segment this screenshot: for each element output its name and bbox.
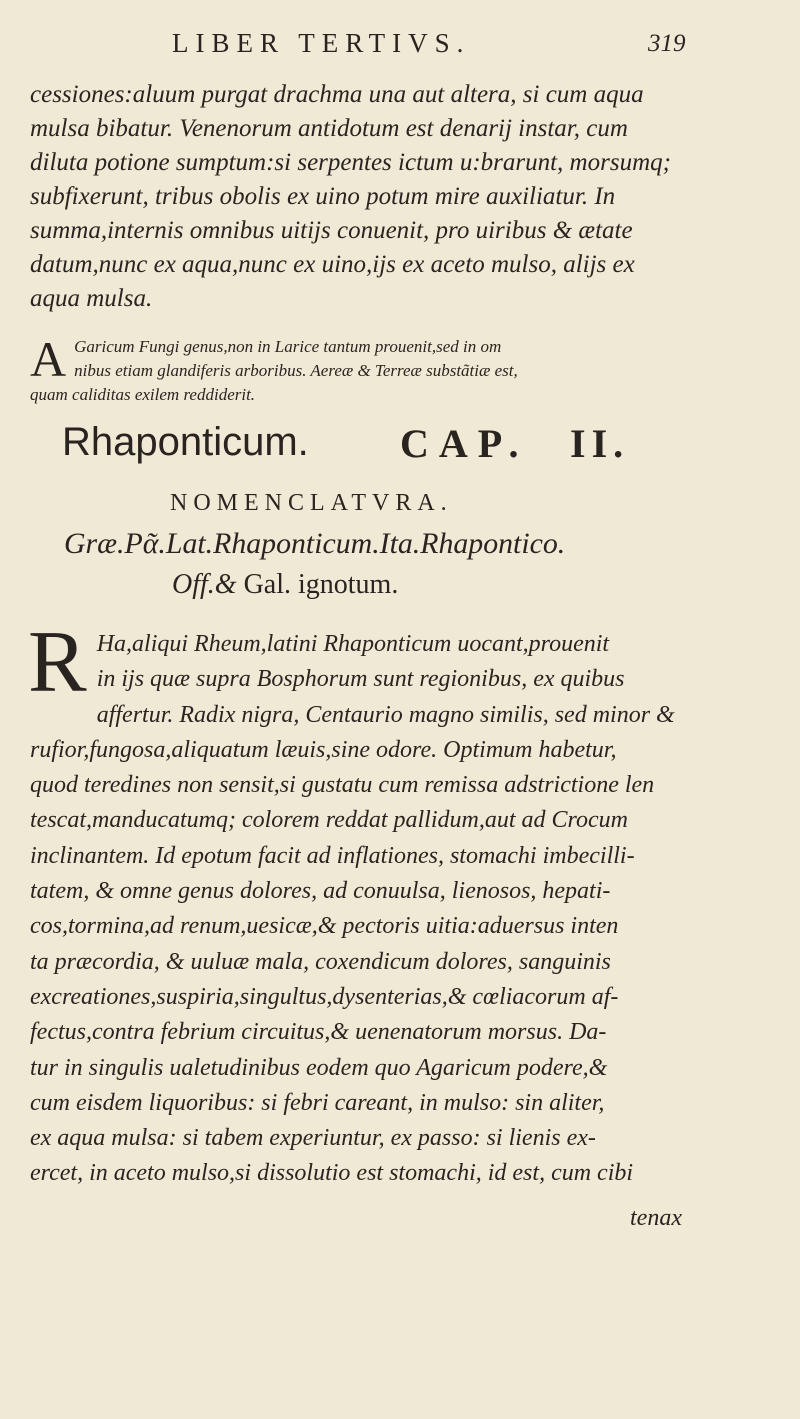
chapter-heading — [62, 420, 762, 465]
text-line: ta præcordia, & uuluæ mala, coxendicum dolores, sanguinis — [30, 948, 611, 975]
page-header — [0, 24, 800, 64]
paragraph-agaricum-nature — [30, 331, 785, 407]
text-line: aqua mulsa. — [30, 285, 153, 312]
text-line: ercet, in aceto mulso,si dissolutio est stomachi, id est, cum cibi — [30, 1160, 634, 1187]
chapter-title: Rhaponticum. — [62, 420, 309, 464]
text-line: excreationes,suspiria,singultus,dysenterias,& cœliacorum af- — [30, 983, 619, 1010]
text-line: rufior,fungosa,aliquatum læuis,sine odore. Optimum habetur, — [30, 736, 617, 763]
text-line: quam caliditas exilem reddiderit. — [30, 385, 256, 404]
synonyms-gallic: Gal. ignotum. — [243, 569, 399, 600]
page-number: 319 — [648, 30, 686, 57]
initial-letter: A — [30, 331, 67, 387]
text-line: in ijs quæ supra Bosphorum sunt regionibus, ex quibus — [96, 666, 625, 693]
text-line: ex aqua mulsa: si tabem experiuntur, ex passo: si lienis ex- — [30, 1125, 596, 1152]
running-title: LIBER TERTIVS. — [172, 28, 471, 58]
text-line: affertur. Radix nigra, Centaurio magno similis, sed minor & — [96, 701, 675, 728]
text-line: diluta potione sumptum:si serpentes ictum u:brarunt, morsumq; — [30, 149, 671, 176]
text-line: datum,nunc ex aqua,nunc ex uino,ijs ex aceto mulso, alijs ex — [30, 251, 635, 278]
synonyms-line-official — [172, 569, 772, 601]
text-line: cos,tormina,ad renum,uesicæ,& pectoris uitia:aduersus inten — [30, 913, 619, 940]
nomenclatura-heading: NOMENCLATVRA. — [170, 490, 453, 516]
text-line: tatem, & omne genus dolores, ad conuulsa, lienosos, hepati- — [30, 878, 611, 905]
text-line: fectus,contra febrium circuitus,& uenenatorum morsus. Da- — [30, 1019, 607, 1046]
chapter-label: CAP. — [400, 421, 529, 466]
paragraph-rhaponticum — [28, 614, 785, 1192]
text-line: subfixerunt, tribus obolis ex uino potum mire auxiliatur. In — [30, 183, 616, 210]
text-line: summa,internis omnibus uitijs conuenit, pro uiribus & ætate — [30, 217, 633, 244]
text-line: quod teredines non sensit,si gustatu cum remissa adstrictione len — [30, 772, 655, 799]
text-line: Garicum Fungi genus,non in Larice tantum prouenit,sed in om — [74, 337, 502, 356]
catchword: tenax — [630, 1205, 682, 1231]
text-line: cessiones:aluum purgat drachma una aut altera, si cum aqua — [30, 81, 644, 108]
drop-cap: R — [28, 614, 87, 711]
synonyms-line: Græ.Ρᾶ.Lat.Rhaponticum.Ita.Rhapontico. — [64, 527, 566, 560]
synonyms-official-label: Off.& — [172, 569, 237, 600]
text-line: cum eisdem liquoribus: si febri careant, in mulso: sin aliter, — [30, 1089, 605, 1116]
text-line: nibus etiam glandiferis arboribus. Aereæ & Terreæ substãtiæ est, — [74, 361, 518, 380]
paragraph-agaricum-uses — [30, 78, 785, 316]
text-line: inclinantem. Id epotum facit ad inflationes, stomachi imbecilli- — [30, 842, 635, 869]
text-line: Ha,aliqui Rheum,latini Rhaponticum uocant,prouenit — [96, 631, 610, 657]
chapter-number: II. — [570, 421, 630, 466]
text-line: tescat,manducatumq; colorem reddat pallidum,aut ad Crocum — [30, 807, 628, 834]
text-line: tur in singulis ualetudinibus eodem quo Agaricum podere,& — [30, 1054, 608, 1081]
text-line: mulsa bibatur. Venenorum antidotum est denarij instar, cum — [30, 115, 628, 142]
